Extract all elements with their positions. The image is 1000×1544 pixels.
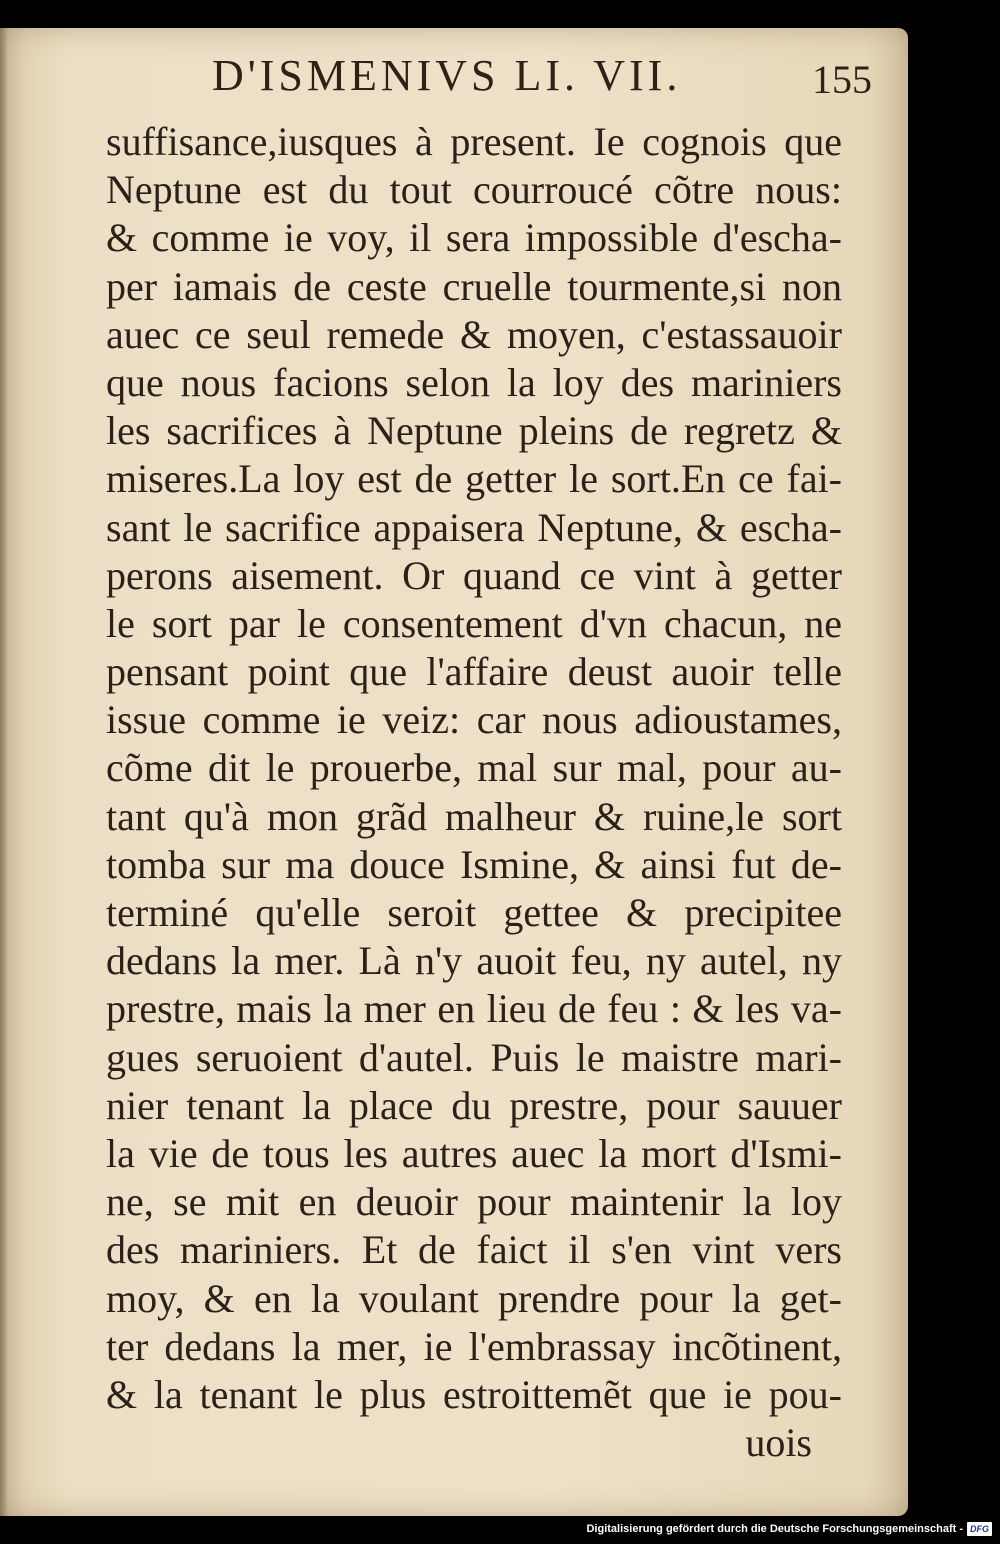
text-line: tant qu'à mon grãd malheur & ruine,le sort [106,793,842,839]
text-line: sant le sacrifice appaisera Neptune, & escha- [106,504,842,550]
text-line: & la tenant le plus estroittemẽt que ie pou- [106,1371,842,1417]
digitization-credit [586,1520,992,1538]
text-line: pensant point que l'affaire deust auoir telle [106,649,842,695]
text-line: gues seruoient d'autel. Puis le maistre mari- [106,1034,842,1080]
body-text [106,118,842,1467]
catchword: uois [745,1420,812,1466]
text-line: tomba sur ma douce Ismine, & ainsi fut de- [106,841,842,887]
text-line: ne, se mit en deuoir pour maintenir la loy [106,1179,842,1225]
text-line: moy, & en la voulant prendre pour la get- [106,1275,842,1321]
funding-credit-text: Digitalisierung gefördert durch die Deutsche Forschungsgemeinschaft - [586,1523,963,1535]
text-line: les sacrifices à Neptune pleins de regretz & [106,408,842,454]
text-line: prestre, mais la mer en lieu de feu : & les va- [106,986,842,1032]
text-line: & comme ie voy, il sera impossible d'escha- [106,215,842,261]
text-line: ter dedans la mer, ie l'embrassay incõtinent, [106,1323,842,1369]
text-line: Neptune est du tout courroucé cõtre nous: [106,167,842,213]
text-line: issue comme ie veiz: car nous adioustames, [106,697,842,743]
text-line: auec ce seul remede & moyen, c'estassauoir [106,311,842,357]
text-line: suffisance,iusques à present. Ie cognois que [106,119,842,164]
text-line: la vie de tous les autres auec la mort d'Ismi- [106,1130,842,1176]
text-line: per iamais de ceste cruelle tourmente,si non [106,263,842,309]
page-number: 155 [812,57,872,102]
text-line: dedans la mer. Là n'y auoit feu, ny autel, ny [106,938,842,984]
text-line: terminé qu'elle seroit gettee & precipitee [106,890,842,935]
running-head [212,48,872,108]
text-line: des mariniers. Et de faict il s'en vint vers [106,1227,842,1273]
text-line: le sort par le consentement d'vn chacun, ne [106,600,842,646]
text-line: nier tenant la place du prestre, pour sauuer [106,1082,842,1128]
text-line: cõme dit le prouerbe, mal sur mal, pour au- [106,745,842,791]
dfg-logo: DFG [967,1522,992,1536]
text-line: perons aisement. Or quand ce vint à getter [106,552,842,598]
page-gutter-shadow [0,28,8,1516]
running-title: D'ISMENIVS LI. VII. [212,51,682,100]
book-page [0,28,908,1516]
text-line: que nous facions selon la loy des mariniers [106,359,842,405]
text-line: miseres.La loy est de getter le sort.En ce fai- [106,456,842,502]
